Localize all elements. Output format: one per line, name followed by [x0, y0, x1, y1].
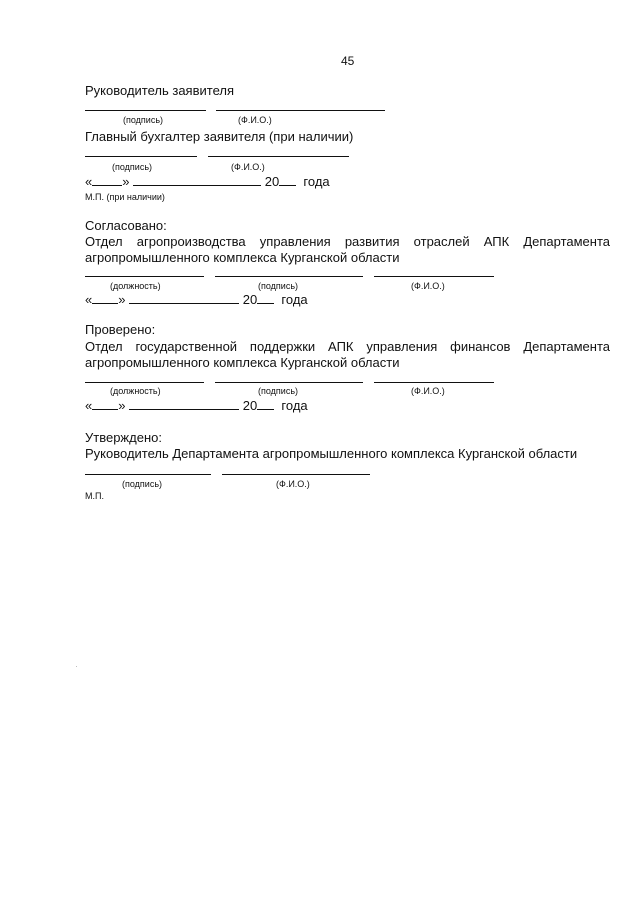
applicant-head-name-caption: (Ф.И.О.)	[238, 115, 272, 125]
checked-position-caption: (должность)	[110, 386, 161, 396]
checked-heading: Проверено:	[85, 322, 156, 337]
agreed-signature-line	[215, 276, 363, 277]
date-close-quote: »	[122, 174, 130, 189]
checked-signature-line	[215, 382, 363, 383]
applicant-head-signature-line	[85, 110, 206, 111]
checked-department: Отдел государственной поддержки АПК управления финансов Департамента агропромышленного комплекса Курганской области	[85, 339, 610, 370]
date-day-blank	[92, 292, 118, 304]
date-year-word: года	[281, 292, 308, 307]
date-open-quote: «	[85, 398, 93, 413]
date-month-blank	[129, 292, 239, 304]
agreed-position-line	[85, 276, 204, 277]
date-year-blank	[279, 174, 296, 186]
agreed-name-line	[374, 276, 494, 277]
agreed-signature-caption: (подпись)	[258, 281, 299, 291]
page-number: 45	[341, 54, 355, 68]
date-close-quote: »	[118, 398, 126, 413]
agreed-position-caption: (должность)	[110, 281, 161, 291]
date-open-quote: «	[85, 292, 93, 307]
scan-speck	[76, 666, 77, 667]
approved-title: Руководитель Департамента агропромышленного комплекса Курганской области	[85, 446, 578, 461]
applicant-head-signature-caption: (подпись)	[123, 115, 164, 125]
chief-accountant-signature-caption: (подпись)	[112, 162, 153, 172]
approved-stamp-note: М.П.	[85, 491, 104, 501]
date-day-blank	[92, 398, 118, 410]
approved-name-line	[222, 474, 370, 475]
approved-signature-caption: (подпись)	[122, 479, 163, 489]
checked-name-caption: (Ф.И.О.)	[411, 386, 445, 396]
date-close-quote: »	[118, 292, 126, 307]
date-year-blank	[257, 292, 274, 304]
date-day-blank	[92, 174, 122, 186]
approved-name-caption: (Ф.И.О.)	[276, 479, 310, 489]
chief-accountant-signature-line	[85, 156, 197, 157]
chief-accountant-name-line	[208, 156, 349, 157]
date-year-prefix: 20	[242, 292, 258, 307]
date-year-prefix: 20	[264, 174, 280, 189]
date-open-quote: «	[85, 174, 93, 189]
chief-accountant-stamp-note: М.П. (при наличии)	[85, 192, 165, 202]
applicant-head-title: Руководитель заявителя	[85, 83, 234, 98]
agreed-heading: Согласовано:	[85, 218, 167, 233]
date-year-prefix: 20	[242, 398, 258, 413]
checked-position-line	[85, 382, 204, 383]
checked-date-row	[85, 398, 308, 414]
approved-heading: Утверждено:	[85, 430, 162, 445]
agreed-date-row	[85, 292, 308, 308]
date-year-word: года	[303, 174, 330, 189]
agreed-department: Отдел агропроизводства управления развития отраслей АПК Департамента агропромышленного комплекса Курганской области	[85, 234, 610, 265]
agreed-name-caption: (Ф.И.О.)	[411, 281, 445, 291]
chief-accountant-name-caption: (Ф.И.О.)	[231, 162, 265, 172]
approved-signature-line	[85, 474, 211, 475]
checked-name-line	[374, 382, 494, 383]
date-year-blank	[257, 398, 274, 410]
checked-signature-caption: (подпись)	[258, 386, 299, 396]
applicant-head-name-line	[216, 110, 385, 111]
chief-accountant-date-row	[85, 174, 330, 190]
date-month-blank	[129, 398, 239, 410]
date-year-word: года	[281, 398, 308, 413]
date-month-blank	[133, 174, 261, 186]
chief-accountant-title: Главный бухгалтер заявителя (при наличии)	[85, 129, 354, 144]
